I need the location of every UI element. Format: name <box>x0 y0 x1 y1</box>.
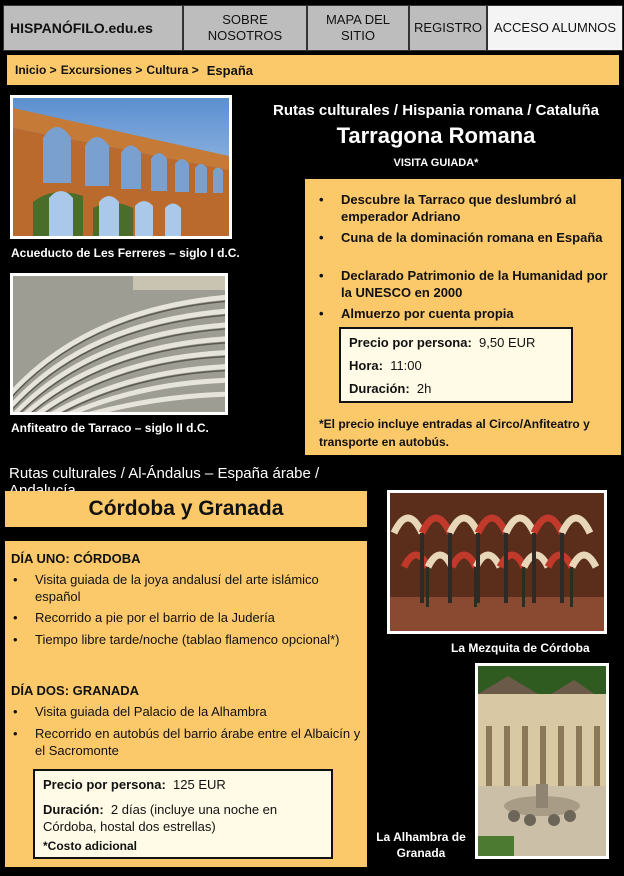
tour2-duration-row: Duración: 2 días (incluye una noche en Córdoba, hostal dos estrellas) <box>43 802 278 834</box>
tour2-price-row: Precio por persona: 125 EUR <box>43 777 226 792</box>
nav-acceso-alumnos[interactable]: ACCESO ALUMNOS <box>487 5 623 51</box>
day2-bullet: • Recorrido en autobús del barrio árabe entre el Albaicín y el Sacromonte <box>13 726 361 758</box>
tour1-title: Tarragona Romana <box>336 123 536 148</box>
tour1-time-row: Hora: 11:00 <box>349 358 422 373</box>
day2-heading: DÍA DOS: GRANADA <box>11 683 140 698</box>
tour2-category: Rutas culturales / Al-Ándalus – España árabe / <box>9 465 320 482</box>
site-brand-link[interactable]: HISPANÓFILO.edu.es <box>3 5 183 51</box>
amphitheatre-caption: Anfiteatro de Tarraco – siglo II d.C. <box>11 421 209 435</box>
breadcrumb-current: España <box>206 62 253 78</box>
tour2-info-panel <box>5 541 367 867</box>
tour1-price-row: Precio por persona: 9,50 EUR <box>349 335 536 350</box>
nav-registro[interactable]: REGISTRO <box>409 5 487 51</box>
bullet-dot-icon: • <box>13 572 18 587</box>
tour1-price-box <box>339 327 573 403</box>
nav-mapa-del-sitio[interactable]: MAPA DEL SITIO <box>307 5 409 51</box>
tour1-info-panel <box>305 179 621 455</box>
alhambra-caption: La Alhambra de Granada <box>376 830 466 860</box>
bullet-dot-icon: • <box>13 610 18 625</box>
breadcrumb <box>7 55 619 85</box>
tour2-price-box <box>33 769 333 859</box>
tour1-subtitle: VISITA GUIADA* <box>393 157 479 169</box>
breadcrumb-cultura[interactable]: Cultura > <box>146 63 199 77</box>
mezquita-caption: La Mezquita de Córdoba <box>451 641 590 655</box>
tour1-bullet: • Cuna de la dominación romana en España <box>319 230 603 245</box>
bullet-dot-icon: • <box>319 268 324 283</box>
bullet-dot-icon: • <box>319 192 324 207</box>
day1-heading: DÍA UNO: CÓRDOBA <box>11 551 141 566</box>
tour1-bullet: • Declarado Patrimonio de la Humanidad por la UNESCO en 2000 <box>319 268 608 300</box>
amphitheatre-photo <box>10 273 228 415</box>
tour1-category: Rutas culturales / Hispania romana / Cataluña <box>273 102 599 119</box>
bullet-dot-icon: • <box>13 726 18 741</box>
breadcrumb-excursiones[interactable]: Excursiones > <box>60 63 143 77</box>
tour1-bullet: • Descubre la Tarraco que deslumbró al emperador Adriano <box>319 192 577 224</box>
tour2-note: *Costo adicional <box>43 839 138 853</box>
bullet-dot-icon: • <box>319 230 324 245</box>
mezquita-photo <box>387 490 607 634</box>
day2-bullet: • Visita guiada del Palacio de la Alhambra <box>13 704 267 719</box>
tour1-duration-row: Duración: 2h <box>349 381 432 396</box>
breadcrumb-inicio[interactable]: Inicio > <box>15 63 57 77</box>
alhambra-photo <box>475 663 609 859</box>
tour1-note: *El precio incluye entradas al Circo/Anfiteatro y transporte en autobús. <box>319 417 590 449</box>
tour2-title: Córdoba y Granada <box>5 491 367 527</box>
nav-sobre-nosotros[interactable]: SOBRE NOSOTROS <box>183 5 307 51</box>
day1-bullet: • Visita guiada de la joya andalusí del arte islámico español <box>13 572 319 604</box>
day1-bullet: • Tiempo libre tarde/noche (tablao flamenco opcional*) <box>13 632 340 647</box>
bullet-dot-icon: • <box>13 704 18 719</box>
day1-bullet: • Recorrido a pie por el barrio de la Judería <box>13 610 275 625</box>
bullet-dot-icon: • <box>13 632 18 647</box>
bullet-dot-icon: • <box>319 306 324 321</box>
aqueduct-photo <box>10 95 232 239</box>
aqueduct-caption: Acueducto de Les Ferreres – siglo I d.C. <box>11 246 240 260</box>
tour1-bullet: • Almuerzo por cuenta propia <box>319 306 514 321</box>
top-nav <box>3 5 623 51</box>
